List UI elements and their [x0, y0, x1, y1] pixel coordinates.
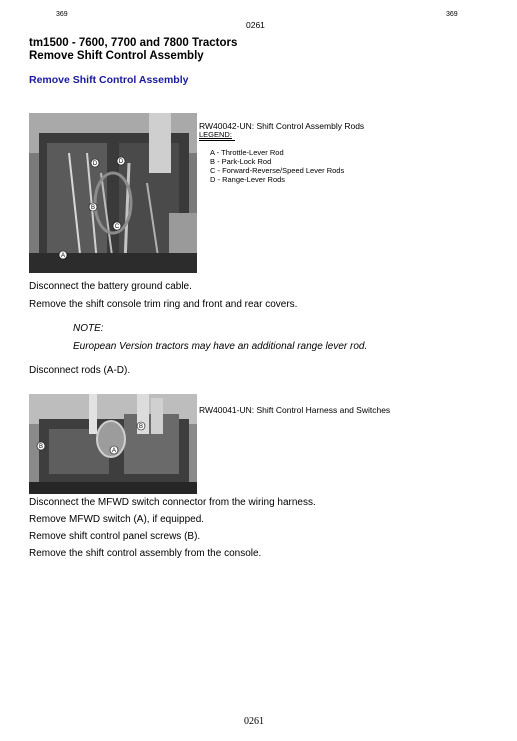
- legend-item: D - Range-Lever Rods: [210, 175, 286, 184]
- callout-b: B: [90, 205, 96, 211]
- legend-item: C - Forward-Reverse/Speed Lever Rods: [210, 166, 345, 175]
- step-text: Remove the shift control assembly from the console.: [29, 548, 262, 559]
- figure2-caption: RW40041-UN: Shift Control Harness and Switches: [199, 405, 391, 415]
- page-title: [29, 37, 499, 63]
- legend-item: A - Throttle-Lever Rod: [210, 148, 284, 157]
- step-text: Disconnect the battery ground cable.: [29, 281, 192, 292]
- callout-a: A: [111, 448, 117, 454]
- shift-control-rods-photo: [29, 113, 197, 273]
- legend-list: [210, 148, 344, 184]
- step-text: Remove the shift console trim ring and front and rear covers.: [29, 299, 298, 310]
- callout-d1: D: [92, 161, 98, 167]
- page-number-right: 369: [446, 11, 458, 18]
- section-heading: Remove Shift Control Assembly: [29, 74, 189, 86]
- title-line-2: Remove Shift Control Assembly: [29, 50, 204, 62]
- title-line-1: tm1500 - 7600, 7700 and 7800 Tractors: [29, 37, 238, 49]
- callout-a: A: [60, 253, 66, 259]
- page-number-left: 369: [56, 11, 68, 18]
- footer-page-number: 0261: [244, 716, 264, 727]
- step-text: Disconnect the MFWD switch connector from the wiring harness.: [29, 497, 316, 508]
- note-text: European Version tractors may have an additional range lever rod.: [73, 341, 368, 352]
- step-text: Disconnect rods (A-D).: [29, 365, 131, 376]
- callout-d2: D: [118, 159, 124, 165]
- step-text: Remove shift control panel screws (B).: [29, 531, 201, 542]
- legend-heading: LEGEND:: [199, 130, 232, 139]
- legend-rule: [199, 140, 235, 141]
- note-heading: NOTE:: [73, 323, 104, 334]
- shift-control-harness-photo: [29, 394, 197, 494]
- document-number: 0261: [246, 20, 265, 30]
- callout-b-left: B: [38, 444, 44, 450]
- step-text: Remove MFWD switch (A), if equipped.: [29, 514, 205, 525]
- callout-c: C: [114, 224, 120, 230]
- figure1-caption: RW40042-UN: Shift Control Assembly Rods: [199, 121, 365, 131]
- legend-item: B - Park-Lock Rod: [210, 157, 272, 166]
- callout-b-right: B: [138, 424, 144, 430]
